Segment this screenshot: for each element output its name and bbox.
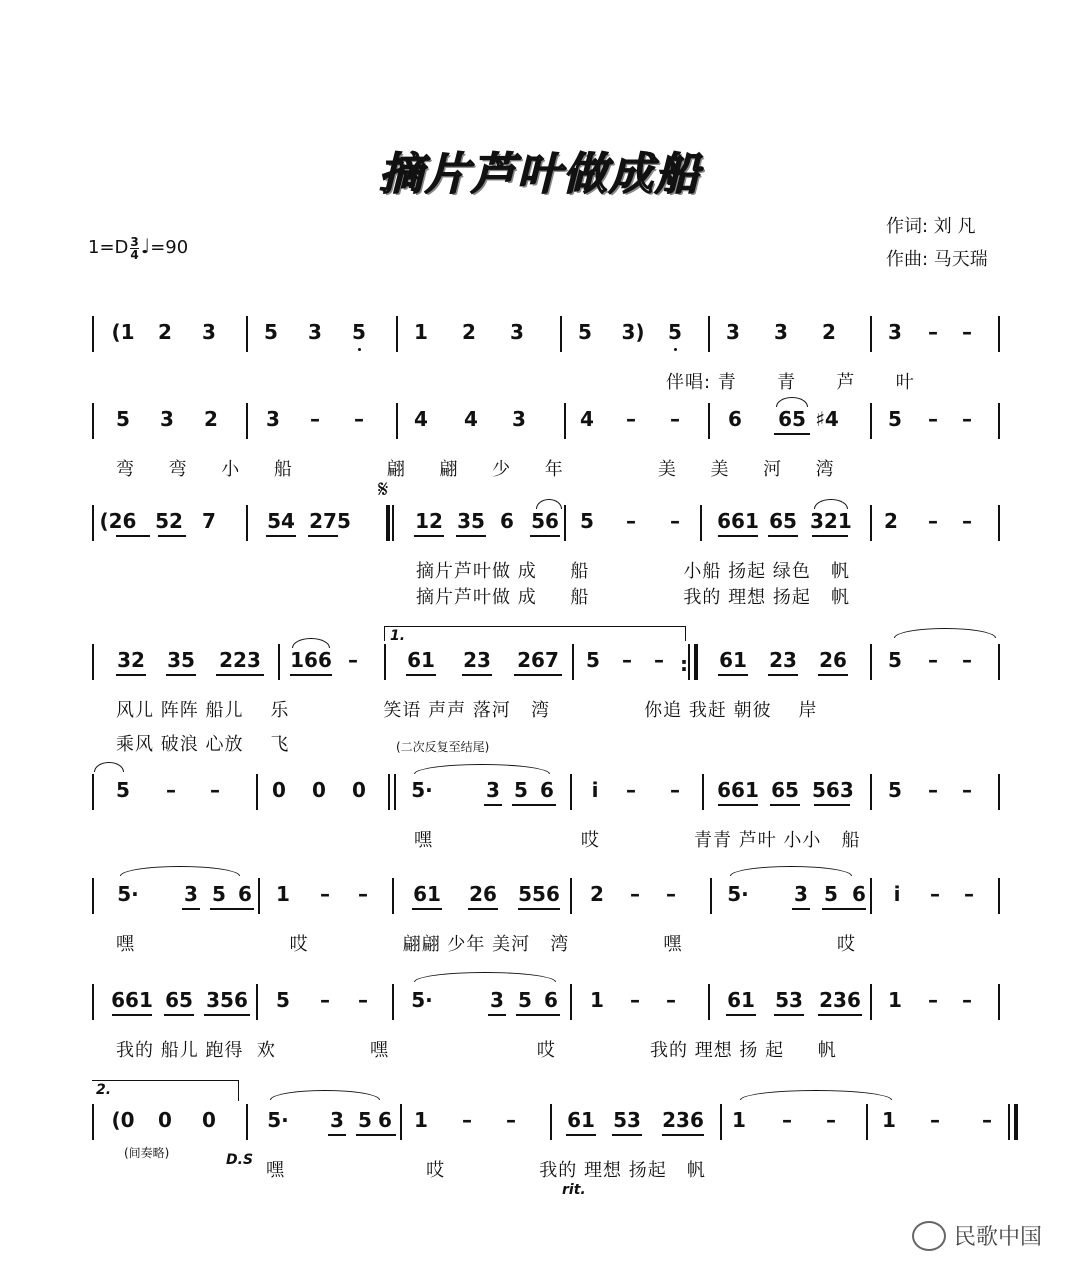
beam <box>158 535 186 537</box>
beam <box>612 1134 642 1136</box>
beam <box>774 1014 804 1016</box>
note: 3 <box>308 320 322 344</box>
note: 1 <box>276 882 290 906</box>
note: 5 <box>116 778 130 802</box>
note: 2 <box>158 320 172 344</box>
note: (0 <box>111 1108 135 1132</box>
beam <box>774 433 810 435</box>
note: 661 <box>717 778 759 802</box>
wechat-icon <box>912 1221 946 1251</box>
note: – <box>622 648 632 672</box>
beam <box>456 535 486 537</box>
beam <box>216 674 264 676</box>
note: 4 <box>414 407 428 431</box>
beam <box>290 674 332 676</box>
note: 563 <box>812 778 854 802</box>
note: 1 <box>414 320 428 344</box>
ritardando-mark: rit. <box>562 1182 586 1198</box>
note: 35 <box>457 509 485 533</box>
note: 3 <box>160 407 174 431</box>
beam <box>204 1014 250 1016</box>
note: 5 <box>580 509 594 533</box>
slur <box>414 972 556 982</box>
note: – <box>630 882 640 906</box>
note: 3 <box>490 988 504 1012</box>
beam <box>514 674 562 676</box>
tempo-label: =90 <box>150 237 189 258</box>
note: – <box>962 648 972 672</box>
note: – <box>928 509 938 533</box>
note: 6 <box>852 882 866 906</box>
note: 26 <box>469 882 497 906</box>
note: (26 <box>99 509 137 533</box>
note: 3 <box>726 320 740 344</box>
note-row <box>88 988 1002 1016</box>
note: ♯4 <box>815 407 839 431</box>
note: 61 <box>407 648 435 672</box>
note: 3 <box>330 1108 344 1132</box>
note: – <box>826 1108 836 1132</box>
note: – <box>626 407 636 431</box>
staff-system-7 <box>88 984 1002 1064</box>
lyric-line: 嘿 哎 翩翩 少年 美河 湾 嘿 哎 <box>116 934 857 955</box>
note: – <box>626 509 636 533</box>
lyric-line: 弯 弯 小 船 翩 翩 少 年 美 美 河 湾 <box>116 459 835 480</box>
note: 2 <box>204 407 218 431</box>
slur <box>814 499 848 509</box>
note: i <box>893 882 901 906</box>
note: 26 <box>819 648 847 672</box>
note: 5 <box>888 407 902 431</box>
note: i <box>591 778 599 802</box>
beam <box>518 908 560 910</box>
volta-label: 1. <box>390 628 406 644</box>
note: 5 <box>578 320 592 344</box>
final-barline <box>1014 1104 1018 1140</box>
beam <box>812 535 848 537</box>
note: 166 <box>290 648 332 672</box>
segno-icon: 𝄋 <box>378 475 389 503</box>
note: 5 <box>888 778 902 802</box>
note: 7 <box>202 509 216 533</box>
beam <box>166 674 196 676</box>
note: – <box>962 407 972 431</box>
note: 0 <box>202 1108 216 1132</box>
note: – <box>962 988 972 1012</box>
note-row <box>88 778 1002 806</box>
final-barline <box>1008 1104 1010 1140</box>
beam <box>484 804 502 806</box>
note: – <box>666 882 676 906</box>
slur <box>120 866 240 876</box>
beam <box>792 908 810 910</box>
beam <box>488 1014 506 1016</box>
note: 0 <box>312 778 326 802</box>
staff-system-8 <box>88 1082 1002 1214</box>
note: 5· <box>411 778 433 802</box>
note: (1 <box>111 320 135 344</box>
note: 3 <box>510 320 524 344</box>
note: – <box>358 988 368 1012</box>
note: 1 <box>732 1108 746 1132</box>
note: – <box>928 778 938 802</box>
beam <box>770 804 800 806</box>
note: – <box>670 509 680 533</box>
note: 3 <box>794 882 808 906</box>
note: 5 <box>518 988 532 1012</box>
note: 6 <box>544 988 558 1012</box>
note: 0 <box>158 1108 172 1132</box>
note-row <box>88 320 1002 348</box>
note: – <box>930 1108 940 1132</box>
note: – <box>354 407 364 431</box>
note: 1 <box>882 1108 896 1132</box>
note-row <box>88 407 1002 435</box>
quarter-note-icon: ♩ <box>140 234 151 258</box>
repeat-note: (二次反复至结尾) <box>396 740 490 754</box>
note: 5 <box>352 320 366 344</box>
note: 61 <box>567 1108 595 1132</box>
low-octave-dot <box>674 348 677 351</box>
lyric-line: 风儿 阵阵 船儿 乐 笑语 声声 落河 湾 你追 我赶 朝彼 岸 <box>116 700 818 721</box>
beam <box>512 804 556 806</box>
note: – <box>666 988 676 1012</box>
beam <box>406 674 436 676</box>
beam <box>328 1134 346 1136</box>
note-row <box>88 882 1002 910</box>
lyric-line: 乘风 破浪 心放 飞 <box>116 734 290 755</box>
beam <box>726 1014 756 1016</box>
beam <box>718 804 758 806</box>
note: 6 <box>540 778 554 802</box>
time-bottom: 4 <box>130 247 139 262</box>
note: 2 <box>884 509 898 533</box>
slur <box>414 764 550 774</box>
note: – <box>654 648 664 672</box>
beam <box>818 1014 862 1016</box>
lyric-line: 伴唱: 青 青 芦 叶 <box>666 372 915 393</box>
note: 267 <box>517 648 559 672</box>
note: 5 <box>264 320 278 344</box>
note: 53 <box>613 1108 641 1132</box>
slur <box>536 499 562 509</box>
note: 61 <box>719 648 747 672</box>
beam <box>530 535 560 537</box>
note: – <box>928 320 938 344</box>
beam <box>818 674 848 676</box>
note: 236 <box>819 988 861 1012</box>
beam <box>814 804 850 806</box>
note: 275 <box>309 509 351 533</box>
note: – <box>320 882 330 906</box>
beam <box>662 1134 704 1136</box>
beam <box>566 1134 596 1136</box>
note: 5 <box>276 988 290 1012</box>
note: 4 <box>580 407 594 431</box>
lyric-line: 嘿 哎 我的 理想 扬起 帆 <box>266 1160 706 1181</box>
note: 0 <box>352 778 366 802</box>
note: – <box>310 407 320 431</box>
beam <box>182 908 200 910</box>
beam <box>462 674 492 676</box>
note-row <box>88 509 1002 537</box>
note: 65 <box>778 407 806 431</box>
note: 23 <box>463 648 491 672</box>
volta-bracket <box>384 626 686 641</box>
note: 5 <box>358 1108 372 1132</box>
beam <box>116 674 146 676</box>
interlude-note: (间奏略) <box>124 1146 170 1160</box>
note: 5· <box>267 1108 289 1132</box>
composer-credit: 作曲: 马天瑞 <box>886 249 988 270</box>
note: – <box>928 988 938 1012</box>
beam <box>414 535 444 537</box>
note: 65 <box>769 509 797 533</box>
note: – <box>962 320 972 344</box>
time-top: 3 <box>130 234 139 249</box>
slur <box>730 866 852 876</box>
beam <box>116 535 150 537</box>
beam <box>412 908 442 910</box>
beam <box>718 674 748 676</box>
note: 1 <box>888 988 902 1012</box>
note: 61 <box>413 882 441 906</box>
note: 3 <box>266 407 280 431</box>
note: 5 <box>116 407 130 431</box>
staff-system-4 <box>88 628 1002 755</box>
note: 53 <box>775 988 803 1012</box>
note: 1 <box>590 988 604 1012</box>
note: 6 <box>500 509 514 533</box>
note: 2 <box>462 320 476 344</box>
note: 3 <box>184 882 198 906</box>
beam <box>516 1014 560 1016</box>
beam <box>112 1014 152 1016</box>
note: 23 <box>769 648 797 672</box>
note: 6 <box>238 882 252 906</box>
volta-label: 2. <box>96 1082 112 1098</box>
note: 5 <box>668 320 682 344</box>
repeat-dots: : <box>680 652 688 676</box>
beam <box>468 908 498 910</box>
note: 52 <box>155 509 183 533</box>
beam <box>356 1134 396 1136</box>
lyric-line: 我的 船儿 跑得 欢 嘿 哎 我的 理想 扬 起 帆 <box>116 1040 837 1061</box>
note: – <box>670 407 680 431</box>
staff-system-6 <box>88 878 1002 958</box>
note: 556 <box>518 882 560 906</box>
tie <box>94 762 124 772</box>
note: 65 <box>771 778 799 802</box>
staff-system-2 <box>88 403 1002 483</box>
lyric-line: 嘿 哎 青青 芦叶 小小 船 <box>414 830 861 851</box>
note: 2 <box>590 882 604 906</box>
note: 3 <box>512 407 526 431</box>
note: – <box>166 778 176 802</box>
low-octave-dot <box>358 348 361 351</box>
tie <box>894 628 996 638</box>
note: 661 <box>717 509 759 533</box>
slur <box>270 1090 380 1100</box>
note: – <box>670 778 680 802</box>
note: 6 <box>728 407 742 431</box>
note: 5· <box>411 988 433 1012</box>
note: – <box>962 509 972 533</box>
song-title: 摘片芦叶做成船 <box>379 149 701 200</box>
volta-bracket <box>92 1080 239 1101</box>
note: 3) <box>621 320 645 344</box>
key-label: 1=D <box>88 237 129 258</box>
staff-system-3 <box>88 475 1002 615</box>
note: 3 <box>486 778 500 802</box>
key-signature <box>88 234 188 261</box>
note: 61 <box>727 988 755 1012</box>
note: 6 <box>378 1108 392 1132</box>
beam <box>822 908 866 910</box>
note: – <box>358 882 368 906</box>
note: – <box>982 1108 992 1132</box>
note: – <box>928 407 938 431</box>
beam <box>718 535 758 537</box>
note: 3 <box>774 320 788 344</box>
note: – <box>462 1108 472 1132</box>
note: – <box>962 778 972 802</box>
note: 65 <box>165 988 193 1012</box>
beam <box>768 535 798 537</box>
note: 3 <box>202 320 216 344</box>
staff-system-1 <box>88 316 1002 396</box>
note: – <box>782 1108 792 1132</box>
note: – <box>630 988 640 1012</box>
note: 356 <box>206 988 248 1012</box>
note: 5· <box>117 882 139 906</box>
lyricist-credit: 作词: 刘 凡 <box>886 216 976 237</box>
note: – <box>320 988 330 1012</box>
note: 5· <box>727 882 749 906</box>
note: 5 <box>824 882 838 906</box>
tie <box>740 1090 892 1100</box>
note: 54 <box>267 509 295 533</box>
note: – <box>210 778 220 802</box>
beam <box>308 535 338 537</box>
note: 5 <box>888 648 902 672</box>
note: 1 <box>414 1108 428 1132</box>
beam <box>266 535 296 537</box>
note: 5 <box>586 648 600 672</box>
note: 2 <box>822 320 836 344</box>
note: 223 <box>219 648 261 672</box>
note: – <box>964 882 974 906</box>
note: 3 <box>888 320 902 344</box>
note: 0 <box>272 778 286 802</box>
note: 321 <box>810 509 852 533</box>
watermark <box>912 1220 1042 1251</box>
note-row <box>88 648 1002 676</box>
watermark-text: 民歌中国 <box>953 1225 1042 1250</box>
lyric-line: 摘片芦叶做 成 船 我的 理想 扬起 帆 <box>416 587 851 608</box>
note: 56 <box>531 509 559 533</box>
note: – <box>928 648 938 672</box>
note: 12 <box>415 509 443 533</box>
note: 5 <box>514 778 528 802</box>
beam <box>210 908 254 910</box>
beam <box>768 674 798 676</box>
note: 35 <box>167 648 195 672</box>
note-row <box>88 1108 1002 1136</box>
slur <box>292 638 330 648</box>
note: 5 <box>212 882 226 906</box>
lyric-line: 摘片芦叶做 成 船 小船 扬起 绿色 帆 <box>416 561 851 582</box>
slur <box>776 397 808 407</box>
time-signature <box>130 236 138 261</box>
note: 661 <box>111 988 153 1012</box>
beam <box>164 1014 194 1016</box>
dal-segno-mark: D.S <box>226 1152 254 1168</box>
note: – <box>626 778 636 802</box>
note: 32 <box>117 648 145 672</box>
note: – <box>506 1108 516 1132</box>
note: – <box>348 648 358 672</box>
note: 236 <box>662 1108 704 1132</box>
note: 4 <box>464 407 478 431</box>
note: – <box>930 882 940 906</box>
